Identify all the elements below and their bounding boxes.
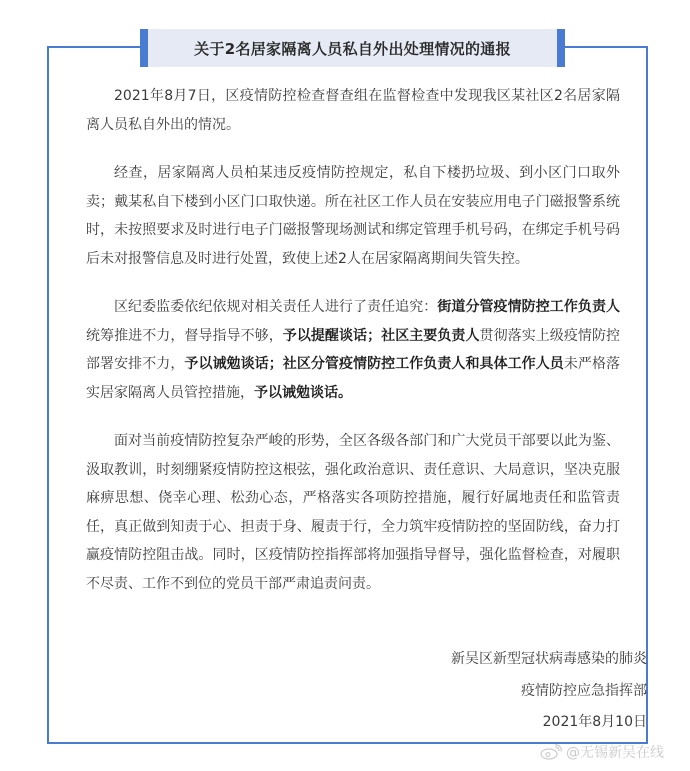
paragraph-3-text-1: 区纪委监委依纪依规对相关责任人进行了责任追究： bbox=[114, 299, 438, 315]
paragraph-2: 经查，居家隔离人员柏某违反疫情防控规定，私自下楼扔垃圾、到小区门口取外卖；戴某私自下楼到小区门口取快递。所在社区工作人员在安装应用电子门磁报警系统时，未按照要求及时进行电子门磁报警现场测试和绑定管理手机号码，在绑定手机号码后未对报警信息及时进行处置，致使上述2人在居家隔离期间失管失控。 bbox=[86, 165, 620, 267]
paragraph-1: 2021年8月7日，区疫情防控检查督查组在监督检查中发现我区某社区2名居家隔离人员私自外出的情况。 bbox=[86, 88, 620, 133]
watermark-text: @无锡新吴在线 bbox=[566, 745, 664, 761]
paragraph-3-text-2: 统筹推进不力，督导指导不够， bbox=[86, 327, 283, 344]
signature-line-1: 新吴区新型冠状病毒感染的肺炎 bbox=[451, 651, 647, 667]
paragraph-3-text-4: 未严格落实居家隔离人员管控措施， bbox=[86, 356, 621, 401]
paragraph-3-bold-1: 街道分管疫情防控工作负责人 bbox=[437, 299, 621, 315]
notice-date: 2021年8月10日 bbox=[542, 714, 647, 730]
notice-title: 关于2名居家隔离人员私自外出处理情况的通报 bbox=[194, 39, 511, 58]
weibo-watermark bbox=[540, 742, 664, 762]
paragraph-4: 面对当前疫情防控复杂严峻的形势，全区各级各部门和广大党员干部要以此为鉴、汲取教训，时刻绷紧疫情防控这根弦，强化政治意识、责任意识、大局意识，坚决克服麻痹思想、侥幸心理、松劲心态，严格落实各项防控措施，履行好属地责任和监管责任，真正做到知责于心、担责于身、履责于行，全力筑牢疫情防控的坚固防线，奋力打赢疫情防控阻击战。同时，区疫情防控指挥部将加强指导督导，强化监督检查，对履职不尽责、工作不到位的党员干部严肃追责问责。 bbox=[86, 433, 620, 592]
paragraph-3 bbox=[86, 293, 620, 407]
paragraph-3-bold-3: 予以诫勉谈话；社区分管疫情防控工作负责人和具体工作人员 bbox=[184, 356, 564, 372]
notice-body bbox=[86, 82, 620, 618]
paragraph-3-bold-2: 予以提醒谈话；社区主要负责人 bbox=[282, 327, 480, 344]
signature-line-2: 疫情防控应急指挥部 bbox=[521, 683, 647, 699]
title-banner bbox=[140, 29, 565, 67]
weibo-icon bbox=[540, 744, 562, 760]
paragraph-3-bold-4: 予以诫勉谈话。 bbox=[254, 384, 352, 401]
paragraph-3-text-3: 贯彻落实上级疫情防控部署安排不力， bbox=[86, 327, 621, 372]
